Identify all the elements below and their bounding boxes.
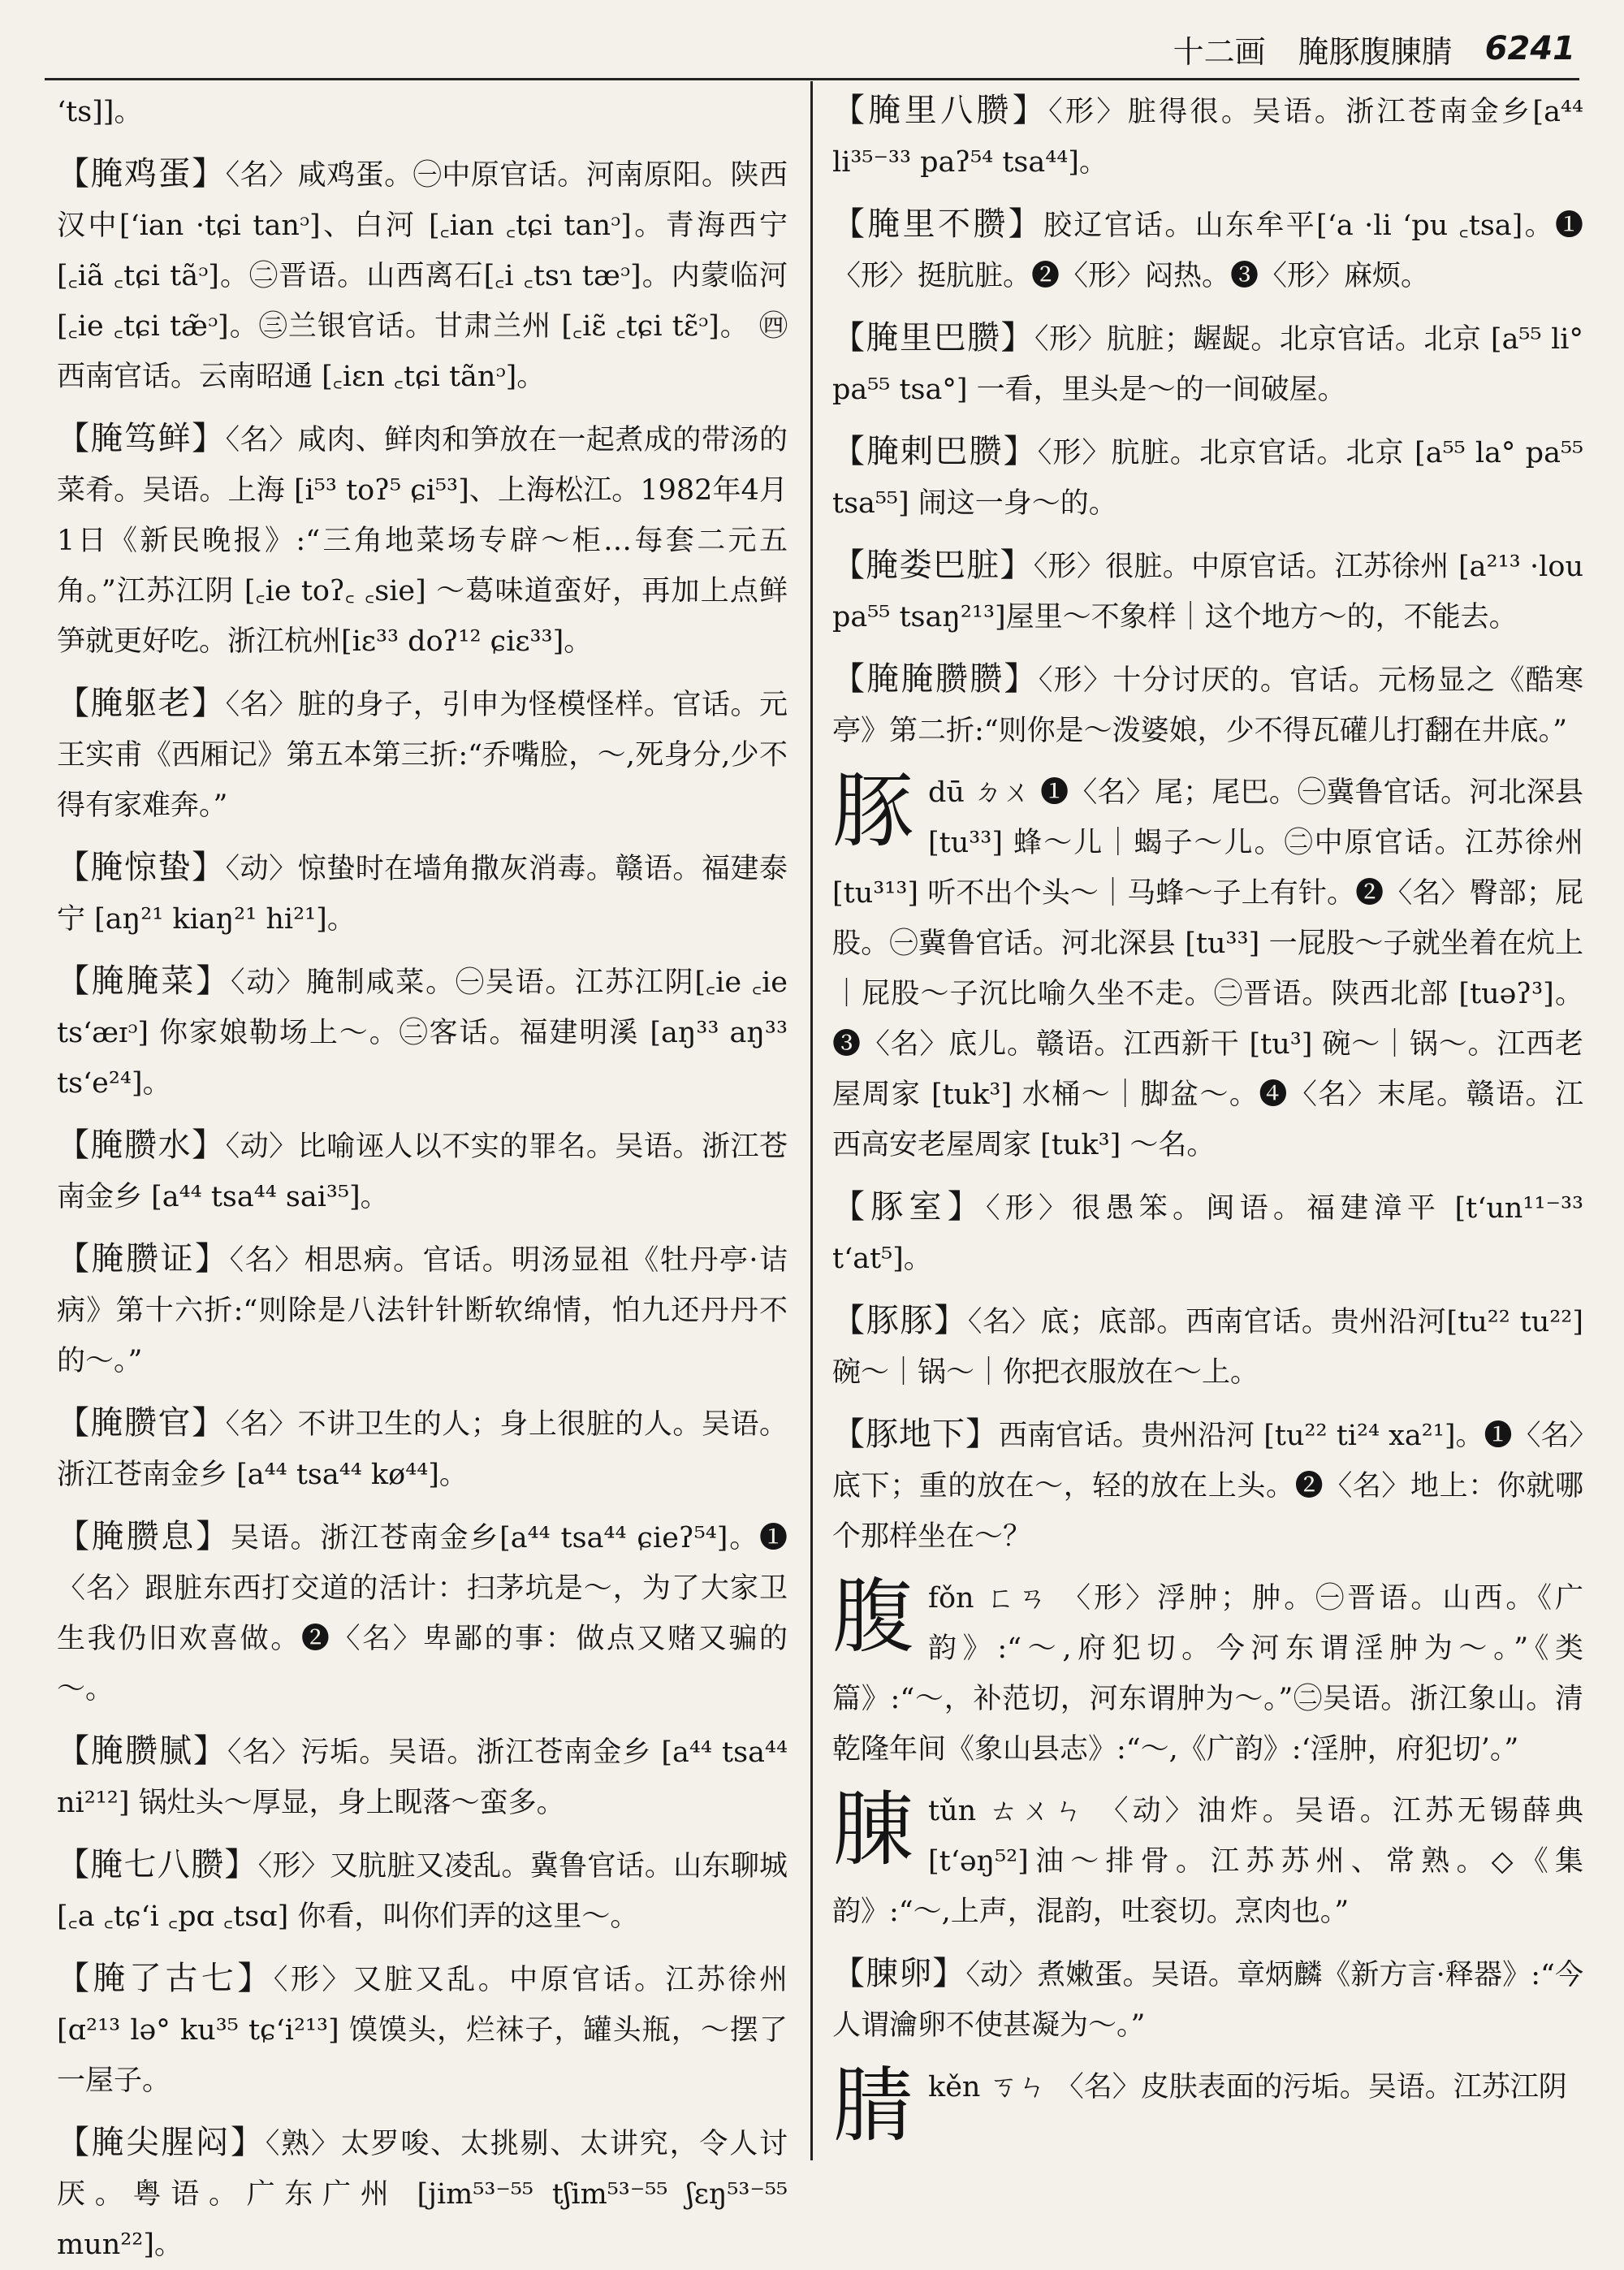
- dict-entry: [832, 1948, 1583, 2051]
- entry-headword: 【豚室】: [832, 1188, 987, 1226]
- dict-entry: [832, 1409, 1583, 1562]
- page-header: [1121, 24, 1575, 73]
- dict-entry: [832, 1182, 1583, 1284]
- column-divider: [810, 81, 813, 2160]
- header-chars: 腌豚腹腖腈: [1298, 33, 1453, 70]
- entry-headword: 【腌尖腥闷】: [57, 2124, 266, 2161]
- header-rule: [45, 78, 1579, 80]
- entry-body: dū ㄉㄨ ❶〈名〉尾；尾巴。㊀冀鲁官话。河北深县 [tu³³] 蜂～儿｜蝎子～儿。㊁中原官话。江苏徐州 [tu³¹³] 听不出个头～｜马蜂～子上有针。❷〈名〉臀部；屁股。㊀冀鲁官话。河北深县 [tu³³] 一屁股～子就坐着在炕上｜屁股～子沉比喻久坐不走。㊁晋语。陕西北部 [tuəʔ³]。❸〈名〉底儿。赣语。江西新干 [tu³] 碗～｜锅～。江西老屋周家 [tuk³] 水桶～｜脚盆～。❹〈名〉末尾。赣语。江西高安老屋周家 [tuk³] ～名。: [832, 776, 1583, 1161]
- entry-headword: 【腌七八臜】: [57, 1846, 258, 1883]
- entry-body: 〈名〉相思病。官话。明汤显祖《牡丹亭·诘病》第十六折:“则除是八法针针断软绵情，怕九还丹丹不的～。”: [57, 1244, 788, 1377]
- dict-entry: [832, 1295, 1583, 1398]
- entry-body: 〈形〉肮脏；龌龊。北京官话。北京 [a⁵⁵ li° pa⁵⁵ tsa°] 一看，里头是～的一间破屋。: [832, 323, 1584, 406]
- entry-headword: 【腌里八臜】: [832, 92, 1049, 129]
- entry-body: 〈动〉惊蛰时在墙角撒灰消毒。赣语。福建泰宁 [aŋ²¹ kiaŋ²¹ hi²¹]。: [57, 853, 788, 936]
- entry-body: tǔn ㄊㄨㄣ 〈动〉油炸。吴语。江苏无锡薛典 [tʻəŋ⁵²]油～排骨。江苏苏州、常熟。◇《集韵》:“～,上声，混韵，吐衮切。烹肉也。”: [832, 1795, 1583, 1928]
- entry-body: 〈形〉十分讨厌的。官话。元杨显之《酷寒亭》第二折:“则你是～泼婆娘，少不得瓦礶儿打翻在井底。”: [832, 664, 1583, 747]
- entry-headword: 【腌臜证】: [57, 1240, 230, 1278]
- left-column: [57, 85, 788, 2261]
- entry-headword: 【腌臜官】: [57, 1404, 226, 1442]
- entry-headword: 【腌里不臜】: [832, 205, 1044, 243]
- dict-entry: [57, 842, 788, 945]
- entry-body: 〈名〉污垢。吴语。浙江苍南金乡 [a⁴⁴ tsa⁴⁴ ni²¹²] 锅灶头～厚显，身上𪾢落～蛮多。: [57, 1736, 788, 1819]
- dict-entry: [57, 1234, 788, 1386]
- dict-entry: [57, 1840, 788, 1942]
- dict-entry: [832, 426, 1583, 529]
- char-entry: [832, 1569, 1583, 1775]
- entry-body: 西南官话。贵州沿河 [tu²² ti²⁴ xa²¹]。❶〈名〉底下；重的放在～，轻的放在上头。❷〈名〉地上：你就哪个那样坐在～？: [832, 1420, 1584, 1553]
- entry-body: 〈名〉底；底部。西南官话。贵州沿河[tu²² tu²²] 碗～｜锅～｜你把衣服放在～上。: [832, 1306, 1583, 1389]
- entry-headword: 【腌笃鲜】: [57, 420, 226, 457]
- dict-entry: [57, 1953, 788, 2106]
- entry-headword: 【腌娄巴脏】: [832, 547, 1034, 584]
- entry-headword: 【腌里巴臜】: [832, 319, 1034, 357]
- dict-entry: [832, 654, 1583, 756]
- char-entry: [832, 1782, 1583, 1937]
- big-character: 豚: [832, 763, 914, 858]
- page-number: 6241: [1484, 30, 1575, 67]
- entry-body: kěn ㄎㄣ 〈名〉皮肤表面的污垢。吴语。江苏江阴: [928, 2071, 1567, 2104]
- dict-entry: [832, 540, 1583, 642]
- entry-body: 〈形〉很脏。中原官话。江苏徐州 [a²¹³ ·lou pa⁵⁵ tsaŋ²¹³]屋里～不象样｜这个地方～的，不能去。: [832, 551, 1583, 633]
- big-character: 腹: [832, 1569, 914, 1664]
- entry-body: 〈动〉腌制咸菜。㊀吴语。江苏江阴[꜀ie ꜀ie tsʻæɪᵓ] 你家娘勒场上～。㊁客话。福建明溪 [aŋ³³ aŋ³³ tsʻe²⁴]。: [57, 966, 788, 1100]
- entry-headword: 【腌惊蛰】: [57, 849, 226, 886]
- entry-body: 〈名〉不讲卫生的人；身上很脏的人。吴语。浙江苍南金乡 [a⁴⁴ tsa⁴⁴ kø⁴⁴]。: [57, 1408, 788, 1491]
- entry-body: 〈动〉煮嫩蛋。吴语。章炳麟《新方言·释器》:“今人谓瀹卵不使甚凝为～。”: [832, 1959, 1584, 2042]
- dict-entry: [57, 678, 788, 831]
- dict-entry: [57, 1398, 788, 1500]
- entry-body: ʻts]]。: [57, 96, 143, 128]
- dict-entry: [57, 1120, 788, 1222]
- entry-headword: 【腌臜息】: [57, 1518, 231, 1555]
- entry-headword: 【腌臜腻】: [57, 1732, 227, 1770]
- entry-headword: 【腌臜水】: [57, 1126, 226, 1164]
- dict-entry: [57, 956, 788, 1109]
- dict-entry: [57, 85, 788, 137]
- entry-body: fǒn ㄈㄢ 〈形〉浮肿；肿。㊀晋语。山西。《广韵》:“～,府犯切。今河东谓淫肿为～。”《类篇》:“～，补范切，河东谓肿为～。”㊁吴语。浙江象山。清乾隆年间《象山县志》:“～,《广韵》:‘淫肿，府犯切’。”: [832, 1582, 1583, 1766]
- entry-body: 吴语。浙江苍南金乡[a⁴⁴ tsa⁴⁴ ɕieʔ⁵⁴]。❶〈名〉跟脏东西打交道的活计：扫茅坑是～，为了大家卫生我仍旧欢喜做。❷〈名〉卑鄙的事：做点又赌又骗的～。: [57, 1522, 788, 1706]
- dict-entry: [832, 85, 1583, 188]
- dict-entry: [57, 2117, 788, 2270]
- entry-body: 〈名〉咸肉、鲜肉和笋放在一起煮成的带汤的菜肴。吴语。上海 [i⁵³ toʔ⁵ ɕi⁵³]、上海松江。1982年4月1日《新民晚报》:“三角地菜场专辟～柜…每套二元五角。”江苏江阴 [꜀ie toʔ꜀ ꜀sie] ～葛味道蛮好，再加上点鲜笋就更好吃。浙江杭州[iɛ³³ doʔ¹² ɕiɛ³³]。: [57, 424, 788, 658]
- entry-headword: 【腌腌菜】: [57, 962, 231, 1000]
- big-character: 腖: [832, 1782, 914, 1877]
- entry-body: 〈熟〉太罗唆、太挑剔、太讲究，令人讨厌。粤语。广东广州 [jim⁵³⁻⁵⁵ tʃim⁵³⁻⁵⁵ ʃɛŋ⁵³⁻⁵⁵ mun²²]。: [57, 2128, 788, 2261]
- entry-headword: 【腌剌巴臜】: [832, 433, 1038, 470]
- entry-headword: 【腌腌臜臜】: [832, 660, 1039, 698]
- char-entry: [832, 763, 1583, 1170]
- right-column: [832, 85, 1583, 2160]
- entry-headword: 【豚豚】: [832, 1302, 968, 1339]
- entry-body: 胶辽官话。山东牟平[ʻa ·li ʻpu ꜀tsa]。❶〈形〉挺肮脏。❷〈形〉闷热。❸〈形〉麻烦。: [832, 210, 1583, 292]
- char-entry: [832, 2058, 1583, 2153]
- entry-headword: 【腖卵】: [832, 1955, 966, 1992]
- big-character: 腈: [832, 2058, 914, 2153]
- entry-body: 〈形〉很愚笨。闽语。福建漳平 [tʻun¹¹⁻³³ tʻat⁵]。: [832, 1192, 1584, 1275]
- dict-entry: [57, 413, 788, 667]
- entry-headword: 【豚地下】: [832, 1416, 1000, 1453]
- section-label: 十二画: [1173, 33, 1266, 70]
- entry-headword: 【腌躯老】: [57, 685, 226, 722]
- entry-body: 〈形〉肮脏。北京官话。北京 [a⁵⁵ la° pa⁵⁵ tsa⁵⁵] 闹这一身～的。: [832, 437, 1584, 520]
- entry-body: 〈形〉又肮脏又凌乱。冀鲁官话。山东聊城 [꜀a ꜀tɕʻi ꜀pɑ ꜀tsɑ] 你看，叫你们弄的这里～。: [57, 1850, 788, 1933]
- entry-headword: 【腌鸡蛋】: [57, 155, 226, 192]
- entry-body: 〈名〉咸鸡蛋。㊀中原官话。河南原阳。陕西汉中[ʻian ·tɕi tanᵓ]、白河 [꜀ian ꜀tɕi tanᵓ]。青海西宁 [꜀iã ꜀tɕi tãᵓ]。㊁晋语。山西离石[꜀i ꜀tsɿ tæᵓ]。内蒙临河 [꜀ie ꜀tɕi tæ̃ᵓ]。㊂兰银官话。甘肃兰州 [꜀iɛ̃ ꜀tɕi tɛ̃ᵓ]。 ㊃西南官话。云南昭通 [꜀iɛn ꜀tɕi tãnᵓ]。: [57, 159, 788, 393]
- dict-entry: [57, 1511, 788, 1714]
- dict-entry: [832, 199, 1583, 301]
- entry-headword: 【腌了古七】: [57, 1960, 274, 1997]
- entry-body: 〈动〉比喻诬人以不实的罪名。吴语。浙江苍南金乡 [a⁴⁴ tsa⁴⁴ sai³⁵]。: [57, 1131, 788, 1213]
- entry-body: 〈形〉脏得很。吴语。浙江苍南金乡[a⁴⁴ li³⁵⁻³³ paʔ⁵⁴ tsa⁴⁴]。: [832, 96, 1583, 179]
- dict-entry: [57, 149, 788, 402]
- entry-body: 〈名〉脏的身子，引申为怪模怪样。官话。元王实甫《西厢记》第五本第三折:“乔嘴脸，～,死身分,少不得有家难奔。”: [57, 689, 788, 822]
- dict-entry: [832, 313, 1583, 415]
- entry-body: 〈形〉又脏又乱。中原官话。江苏徐州 [ɑ²¹³ lə° ku³⁵ tɕʻi²¹³] 馍馍头，烂袜子，罐头瓶，～摆了一屋子。: [57, 1964, 788, 2097]
- dict-entry: [57, 1726, 788, 1828]
